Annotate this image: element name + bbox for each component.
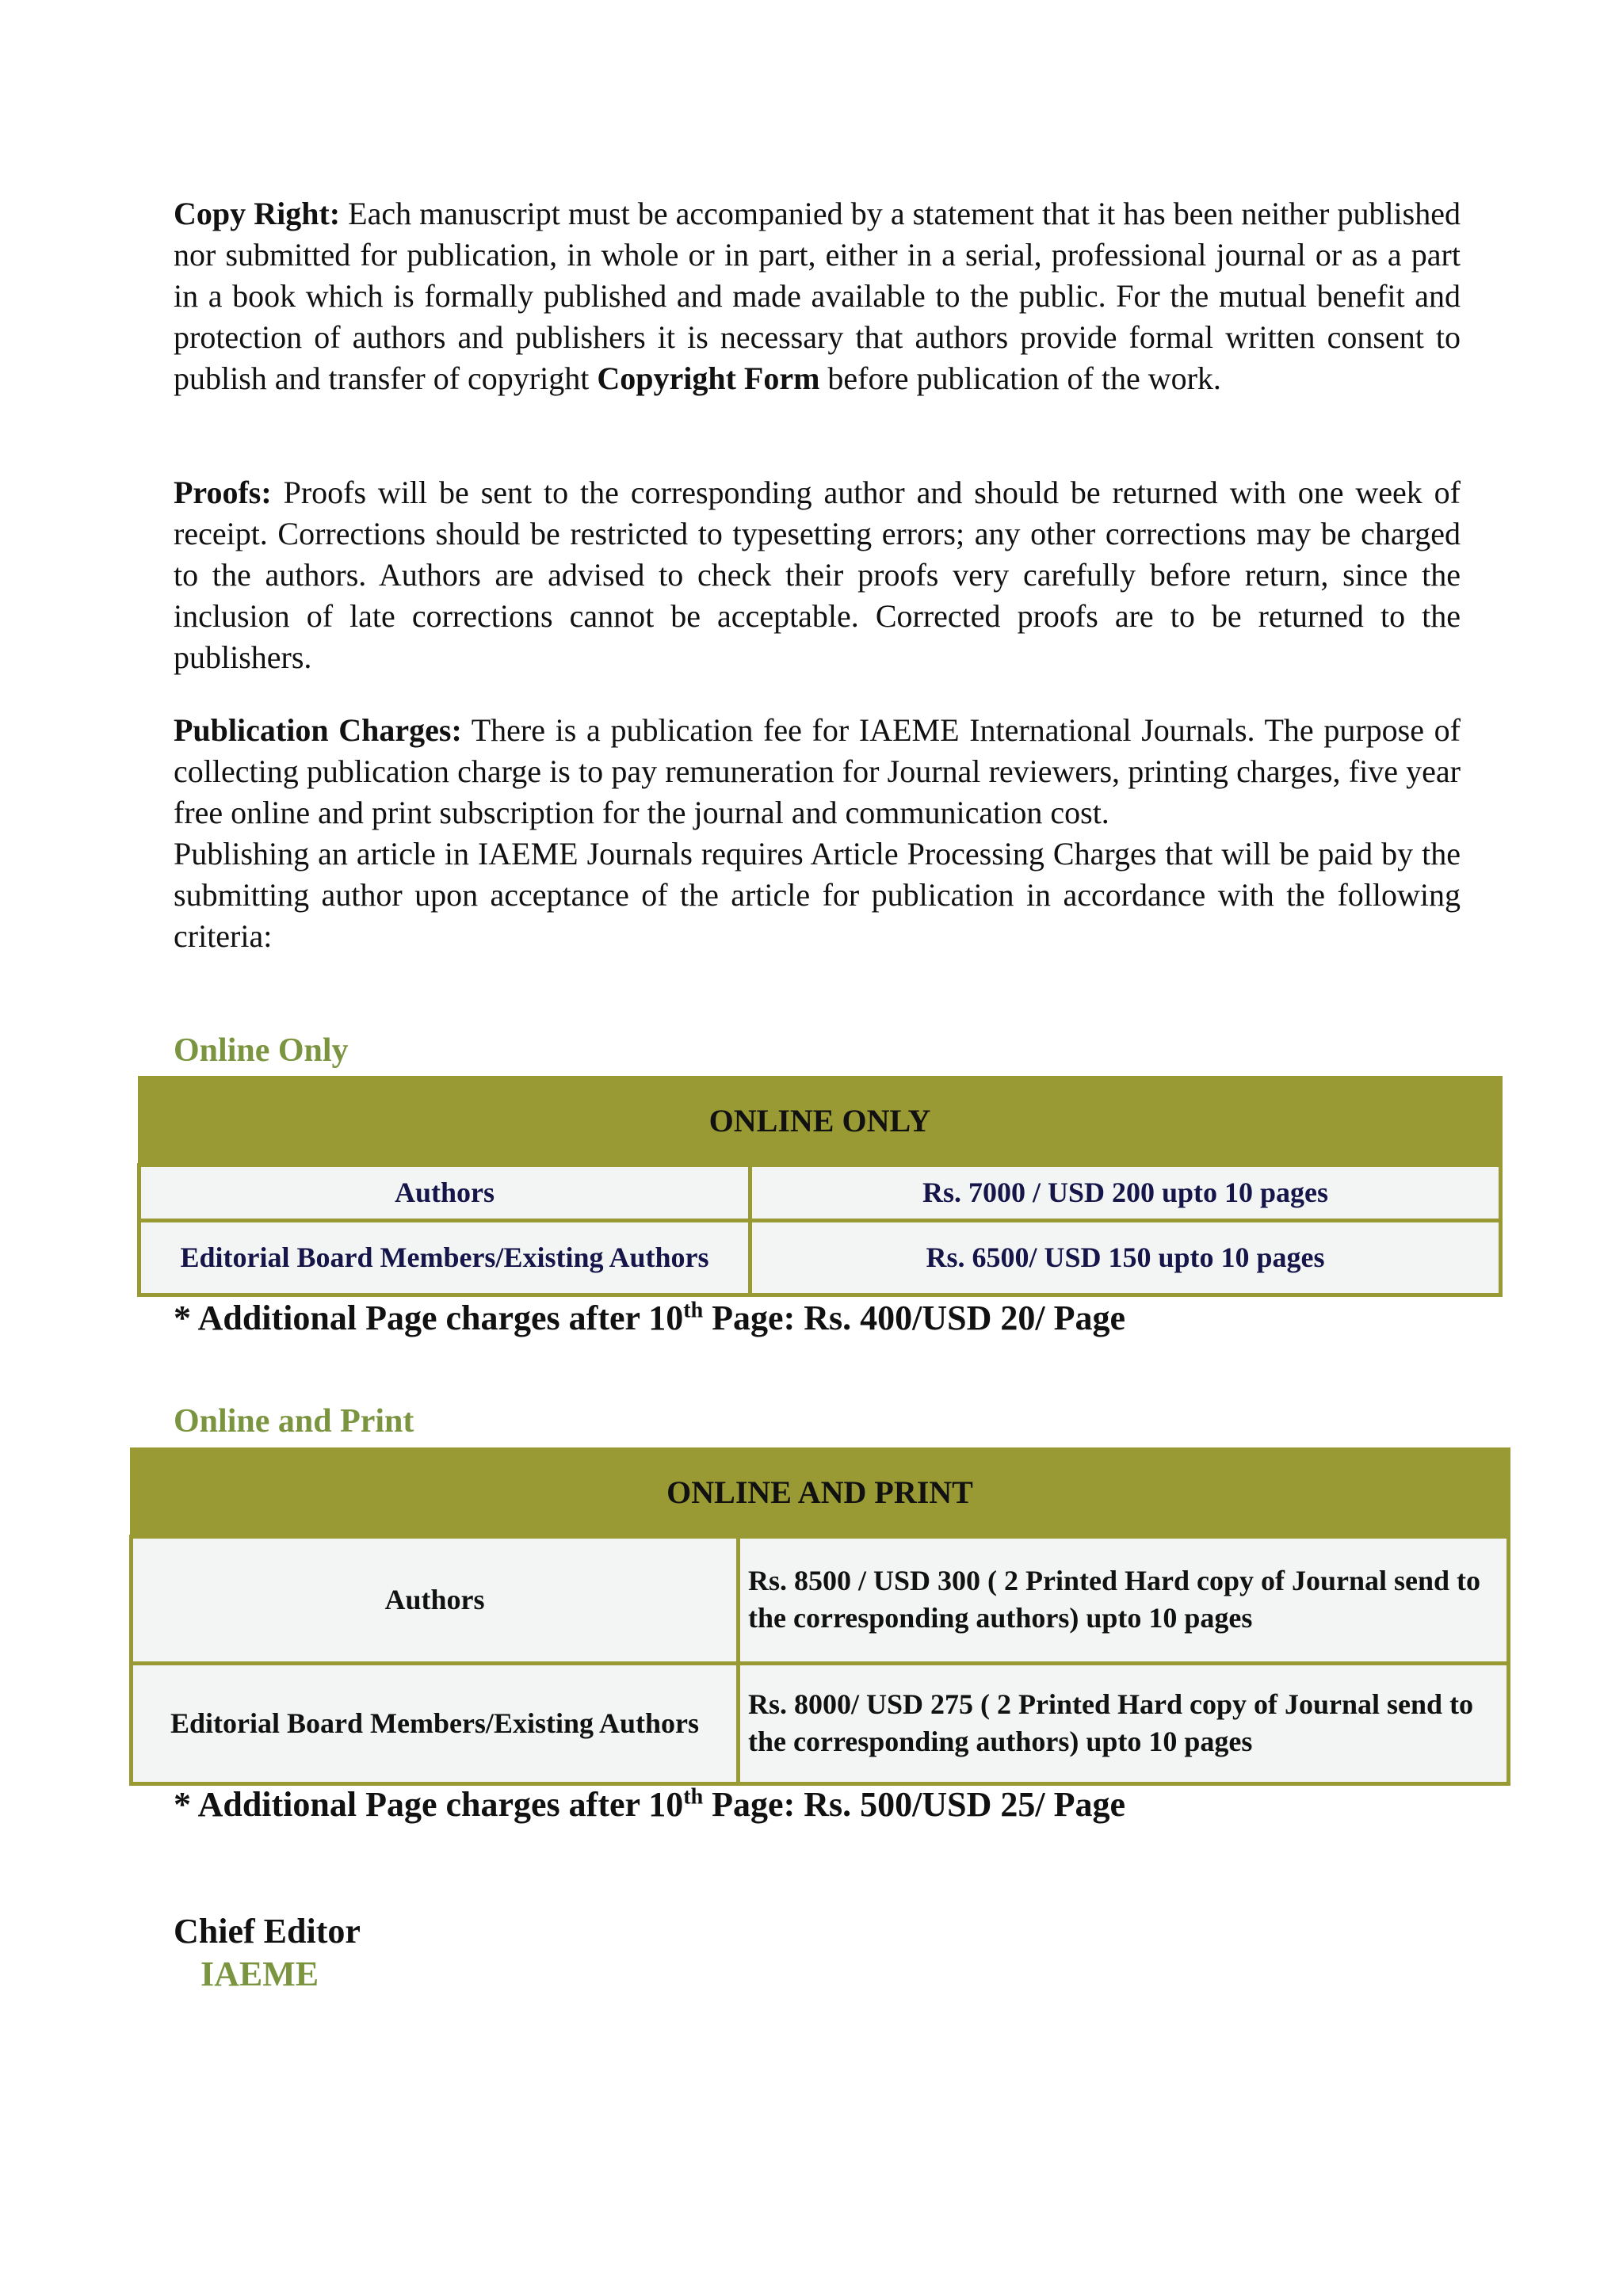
- note-sup: th: [683, 1784, 704, 1810]
- table-row: [139, 1165, 1501, 1220]
- online-only-heading: Online Only: [174, 1032, 349, 1069]
- note-prefix: * Additional Page charges after 10: [174, 1785, 684, 1824]
- online-only-table: [137, 1076, 1503, 1297]
- category-cell: Editorial Board Members/Existing Authors: [132, 1663, 739, 1783]
- publication-text-2: Publishing an article in IAEME Journals requires Article Processing Charges that will be paid by the submitting author upon acceptance of the article for publication in accordance with the following criteria:: [174, 836, 1461, 954]
- online-only-note: [174, 1298, 1125, 1338]
- online-and-print-table-header: ONLINE AND PRINT: [132, 1449, 1509, 1536]
- note-suffix: Page: Rs. 400/USD 20/ Page: [703, 1299, 1125, 1337]
- note-suffix: Page: Rs. 500/USD 25/ Page: [703, 1785, 1125, 1824]
- copyright-paragraph: [174, 193, 1461, 399]
- category-cell: Editorial Board Members/Existing Authors: [139, 1220, 750, 1295]
- copyright-text-a: Each manuscript must be accompanied by a statement that it has been neither published nor submitted for publication, in whole or in part, either in a serial, professional journal or as a part in a book which is formally published and made available to the public. For the mutual benefit and protection of authors and publishers it is necessary that authors provide formal written consent to publish and transfer of copyright: [174, 196, 1461, 396]
- table-header-row: [132, 1449, 1509, 1536]
- price-cell: Rs. 6500/ USD 150 upto 10 pages: [750, 1220, 1501, 1295]
- publication-text: There is a publication fee for IAEME International Journals. The purpose of collecting publication charge is to pay remuneration for Journal reviewers, printing charges, five year free online and print subscription for the journal and communication cost.: [174, 712, 1461, 830]
- copyright-form-label: Copyright Form: [597, 360, 820, 396]
- publication-charges-paragraph: [174, 710, 1461, 957]
- price-cell: Rs. 7000 / USD 200 upto 10 pages: [750, 1165, 1501, 1220]
- note-sup: th: [683, 1298, 704, 1323]
- category-cell: Authors: [139, 1165, 750, 1220]
- price-cell: Rs. 8000/ USD 275 ( 2 Printed Hard copy of Journal send to the corresponding authors) upto 10 pages: [739, 1663, 1509, 1783]
- table-row: [132, 1536, 1509, 1663]
- table-row: [139, 1220, 1501, 1295]
- proofs-paragraph: [174, 472, 1461, 678]
- table-header-row: [139, 1077, 1501, 1165]
- online-and-print-table: [129, 1447, 1510, 1786]
- copyright-text-b: before publication of the work.: [819, 360, 1221, 396]
- online-only-table-header: ONLINE ONLY: [139, 1077, 1501, 1165]
- copyright-label: Copy Right:: [174, 196, 341, 231]
- proofs-label: Proofs:: [174, 475, 272, 510]
- proofs-text: Proofs will be sent to the corresponding author and should be returned with one week of receipt. Corrections should be restricted to typesetting errors; any other corrections may be charged to the authors. Authors are advised to check their proofs very carefully before return, since the inclusion of late corrections cannot be acceptable. Corrected proofs are to be returned to the publishers.: [174, 475, 1461, 675]
- publication-label: Publication Charges:: [174, 712, 462, 748]
- table-row: [132, 1663, 1509, 1783]
- chief-editor-title: Chief Editor: [174, 1912, 361, 1951]
- category-cell: Authors: [132, 1536, 739, 1663]
- online-and-print-heading: Online and Print: [174, 1403, 414, 1440]
- online-and-print-note: [174, 1784, 1125, 1825]
- organization-name: IAEME: [200, 1955, 319, 1993]
- note-prefix: * Additional Page charges after 10: [174, 1299, 684, 1337]
- price-cell: Rs. 8500 / USD 300 ( 2 Printed Hard copy of Journal send to the corresponding authors) upto 10 pages: [739, 1536, 1509, 1663]
